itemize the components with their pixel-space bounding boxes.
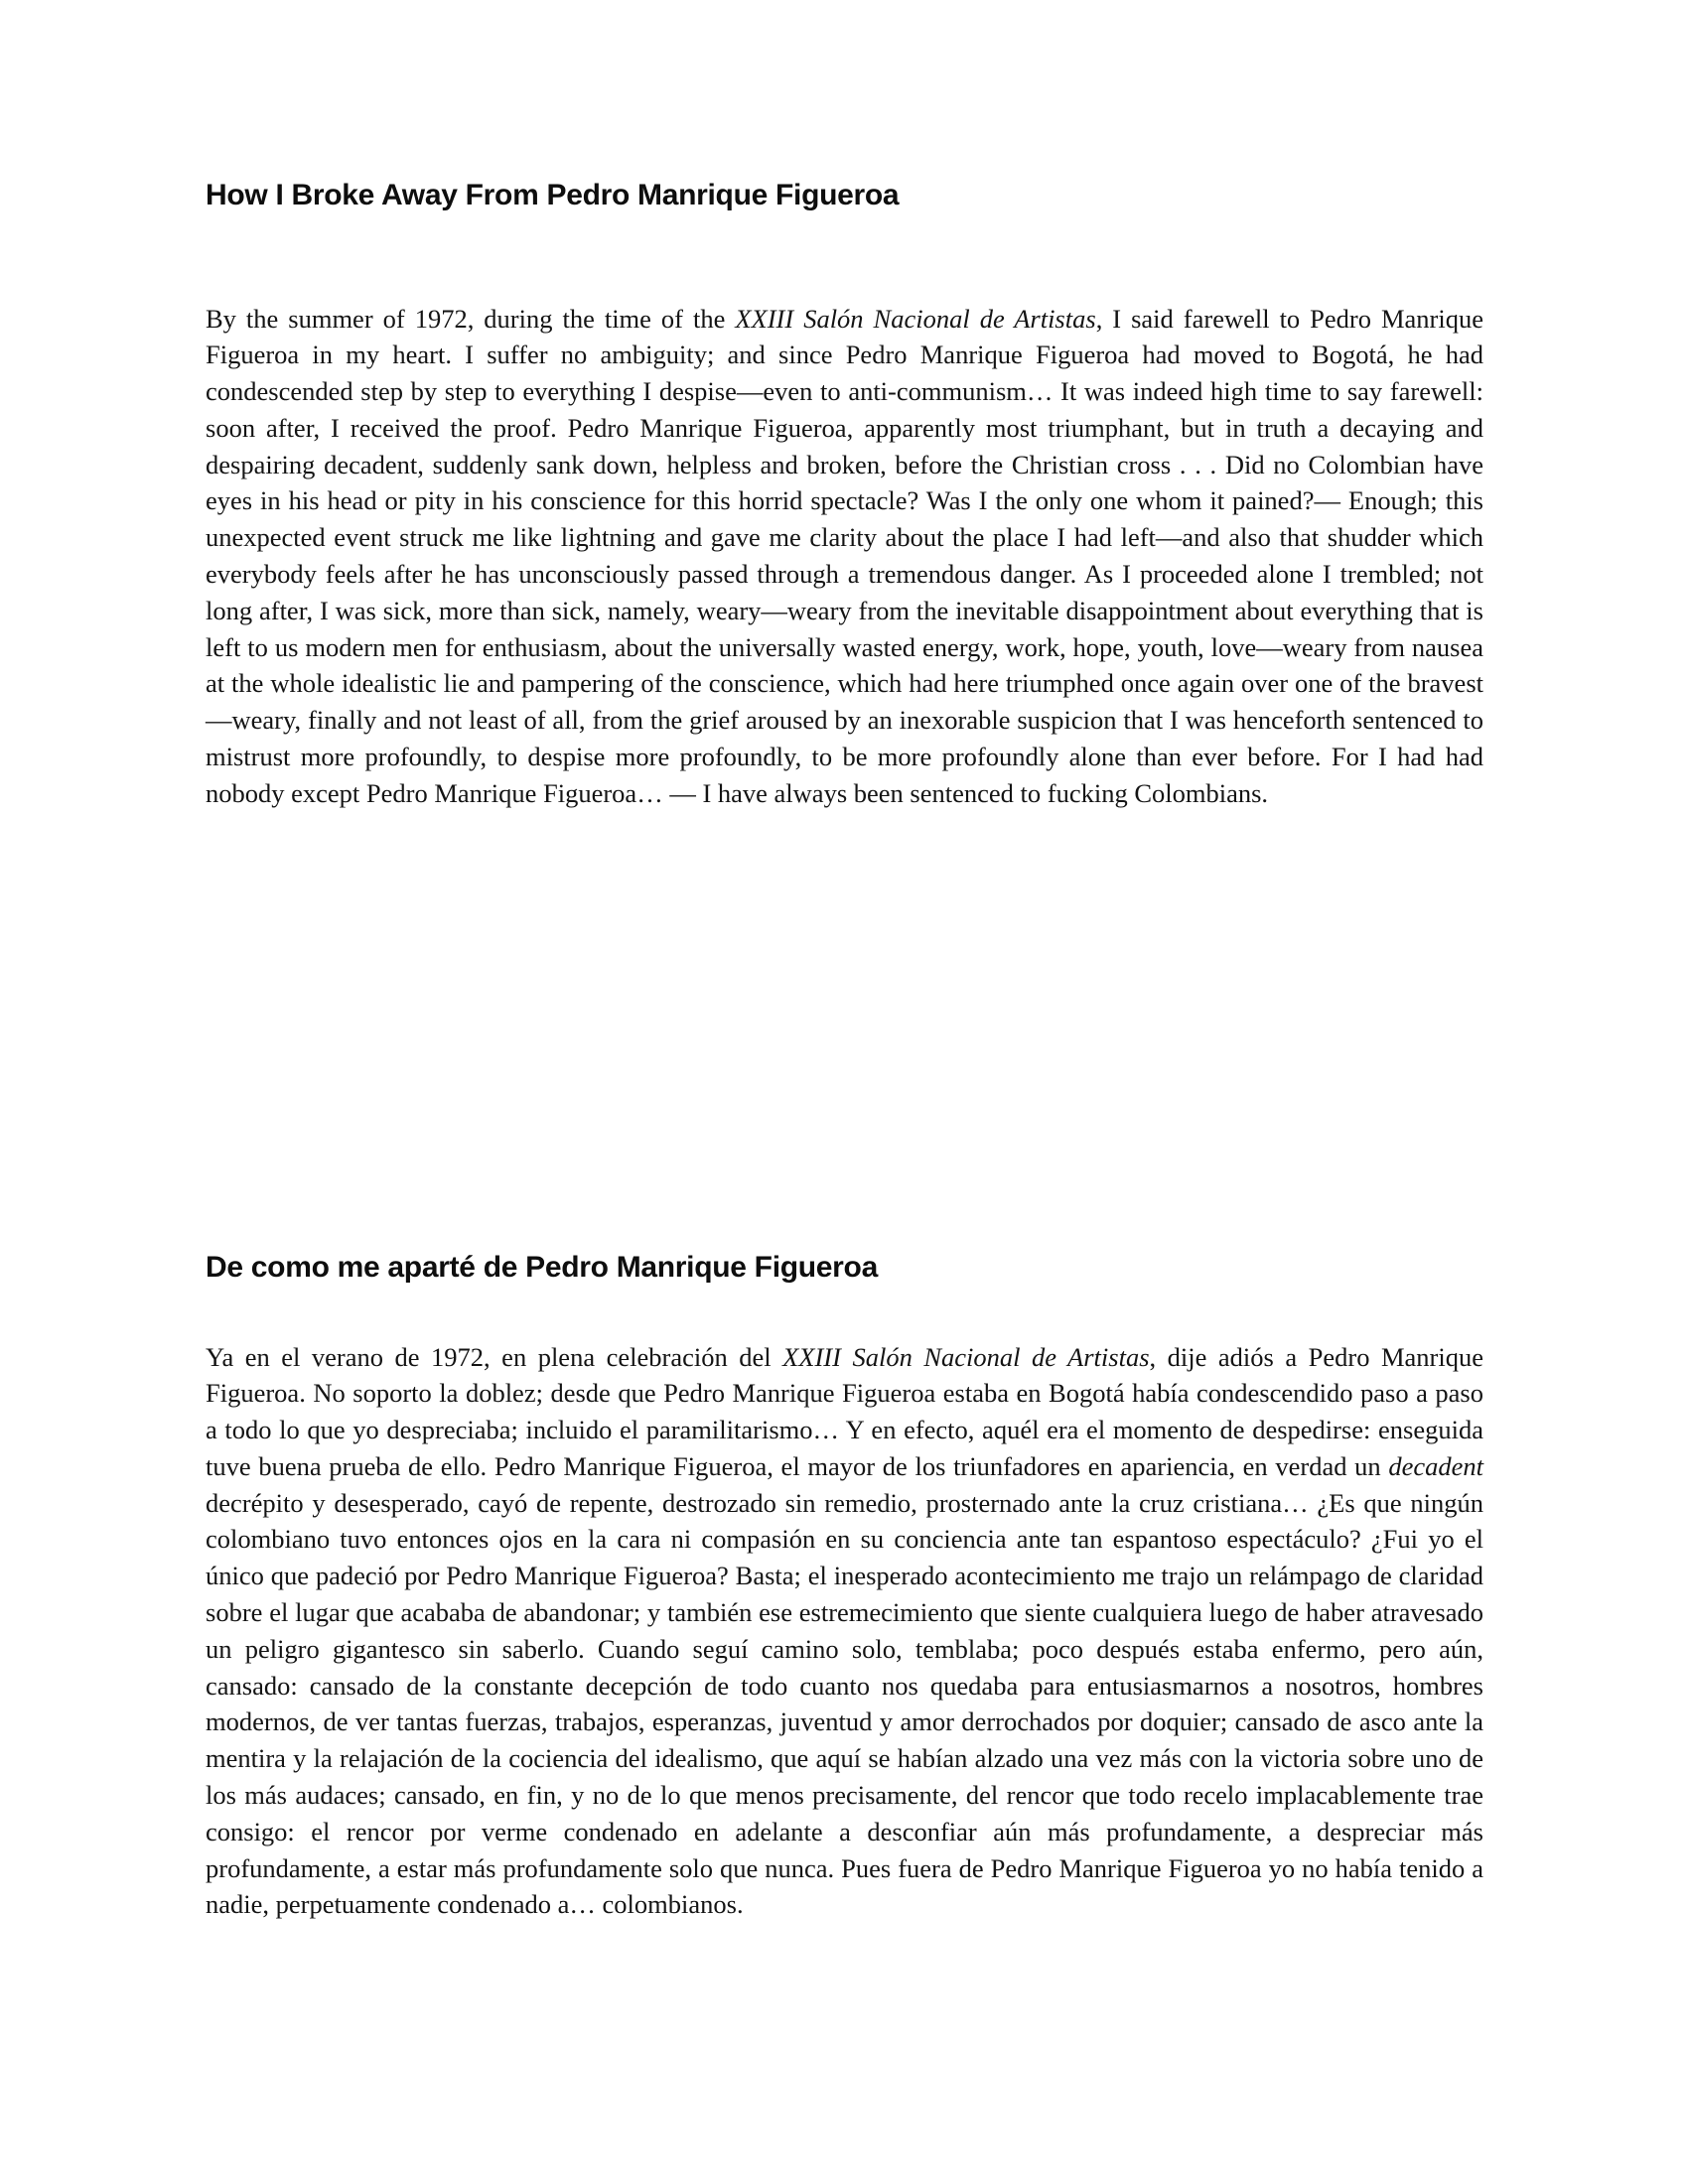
text-run: , I said farewell to Pedro Manrique Figueroa in my heart. I suffer no ambiguity; and since Pedro Manrique Figueroa had moved to Bogotá, he had condescended step by step to everything I despise—even to anti-communism… It was indeed high time to say farewell: soon after, I received the proof. Pedro Manrique Figueroa, apparently most triumphant, but in truth a decaying and despairing decadent, suddenly sank down, helpless and broken, before the Christian cross . . . Did no Colombian have eyes in his head or pity in his conscience for this horrid spectacle? Was I the only one whom it pained?— Enough; this unexpected event struck me like lightning and gave me clarity about the place I had left—and also that shudder which everybody feels after he has unconsciously passed through a tremendous danger. As I proceeded alone I trembled; not long after, I was sick, more than sick, namely, weary—weary from the inevitable disappointment about everything that is left to us modern men for enthusiasm, about the universally wasted energy, work, hope, youth, love—weary from nausea at the whole idealistic lie and pampering of the conscience, which had here triumphed once again over one of the bravest—weary, finally and not least of all, from the grief aroused by an inexorable suspicion that I was henceforth sentenced to mistrust more profoundly, to despise more profoundly, to be more profoundly alone than ever before. For I had had nobody except Pedro Manrique Figueroa… — I have always been sentenced to fucking Colombians. <box>206 303 1483 808</box>
text-run: By the summer of 1972, during the time of the <box>206 303 736 334</box>
text-run: , dije adiós a Pedro Manrique Figueroa. No soporto la doblez; desde que Pedro Manrique Figueroa estaba en Bogotá había condescendido paso a paso a todo lo que yo despreciaba; incluido el paramilitarismo… Y en efecto, aquél era el momento de despedirse: enseguida tuve buena prueba de ello. Pedro Manrique Figueroa, el mayor de los triunfadores en apariencia, en verdad un <box>206 1341 1483 1481</box>
text-run: Ya en el verano de 1972, en plena celebración del <box>206 1341 783 1372</box>
italic-text-run: XXIII Salón Nacional de Artistas <box>782 1341 1150 1372</box>
spanish-paragraph <box>206 1339 1483 1924</box>
english-section-heading: How I Broke Away From Pedro Manrique Figueroa <box>206 179 900 212</box>
italic-text-run: XXIII Salón Nacional de Artistas <box>735 303 1096 334</box>
spanish-section-heading: De como me aparté de Pedro Manrique Figueroa <box>206 1251 878 1285</box>
english-paragraph <box>206 301 1483 812</box>
italic-text-run: decadent <box>1388 1450 1483 1481</box>
text-run: decrépito y desesperado, cayó de repente, destrozado sin remedio, prosternado ante la cruz cristiana… ¿Es que ningún colombiano tuvo entonces ojos en la cara ni compasión en su conciencia ante tan espantoso espectáculo? ¿Fui yo el único que padeció por Pedro Manrique Figueroa? Basta; el inesperado acontecimiento me trajo un relámpago de claridad sobre el lugar que acababa de abandonar; y también ese estremecimiento que siente cualquiera luego de haber atravesado un peligro gigantesco sin saberlo. Cuando seguí camino solo, temblaba; poco después estaba enfermo, pero aún, cansado: cansado de la constante decepción de todo cuanto nos quedaba para entusiasmarnos a nosotros, hombres modernos, de ver tantas fuerzas, trabajos, esperanzas, juventud y amor derrochados por doquier; cansado de asco ante la mentira y la relajación de la cociencia del idealismo, que aquí se habían alzado una vez más con la victoria sobre uno de los más audaces; cansado, en fin, y no de lo que menos precisamente, del rencor que todo recelo implacablemente trae consigo: el rencor por verme condenado en adelante a desconfiar aún más profundamente, a despreciar más profundamente, a estar más profundamente solo que nunca. Pues fuera de Pedro Manrique Figueroa yo no había tenido a nadie, perpetuamente condenado a… colombianos. <box>206 1487 1483 1920</box>
